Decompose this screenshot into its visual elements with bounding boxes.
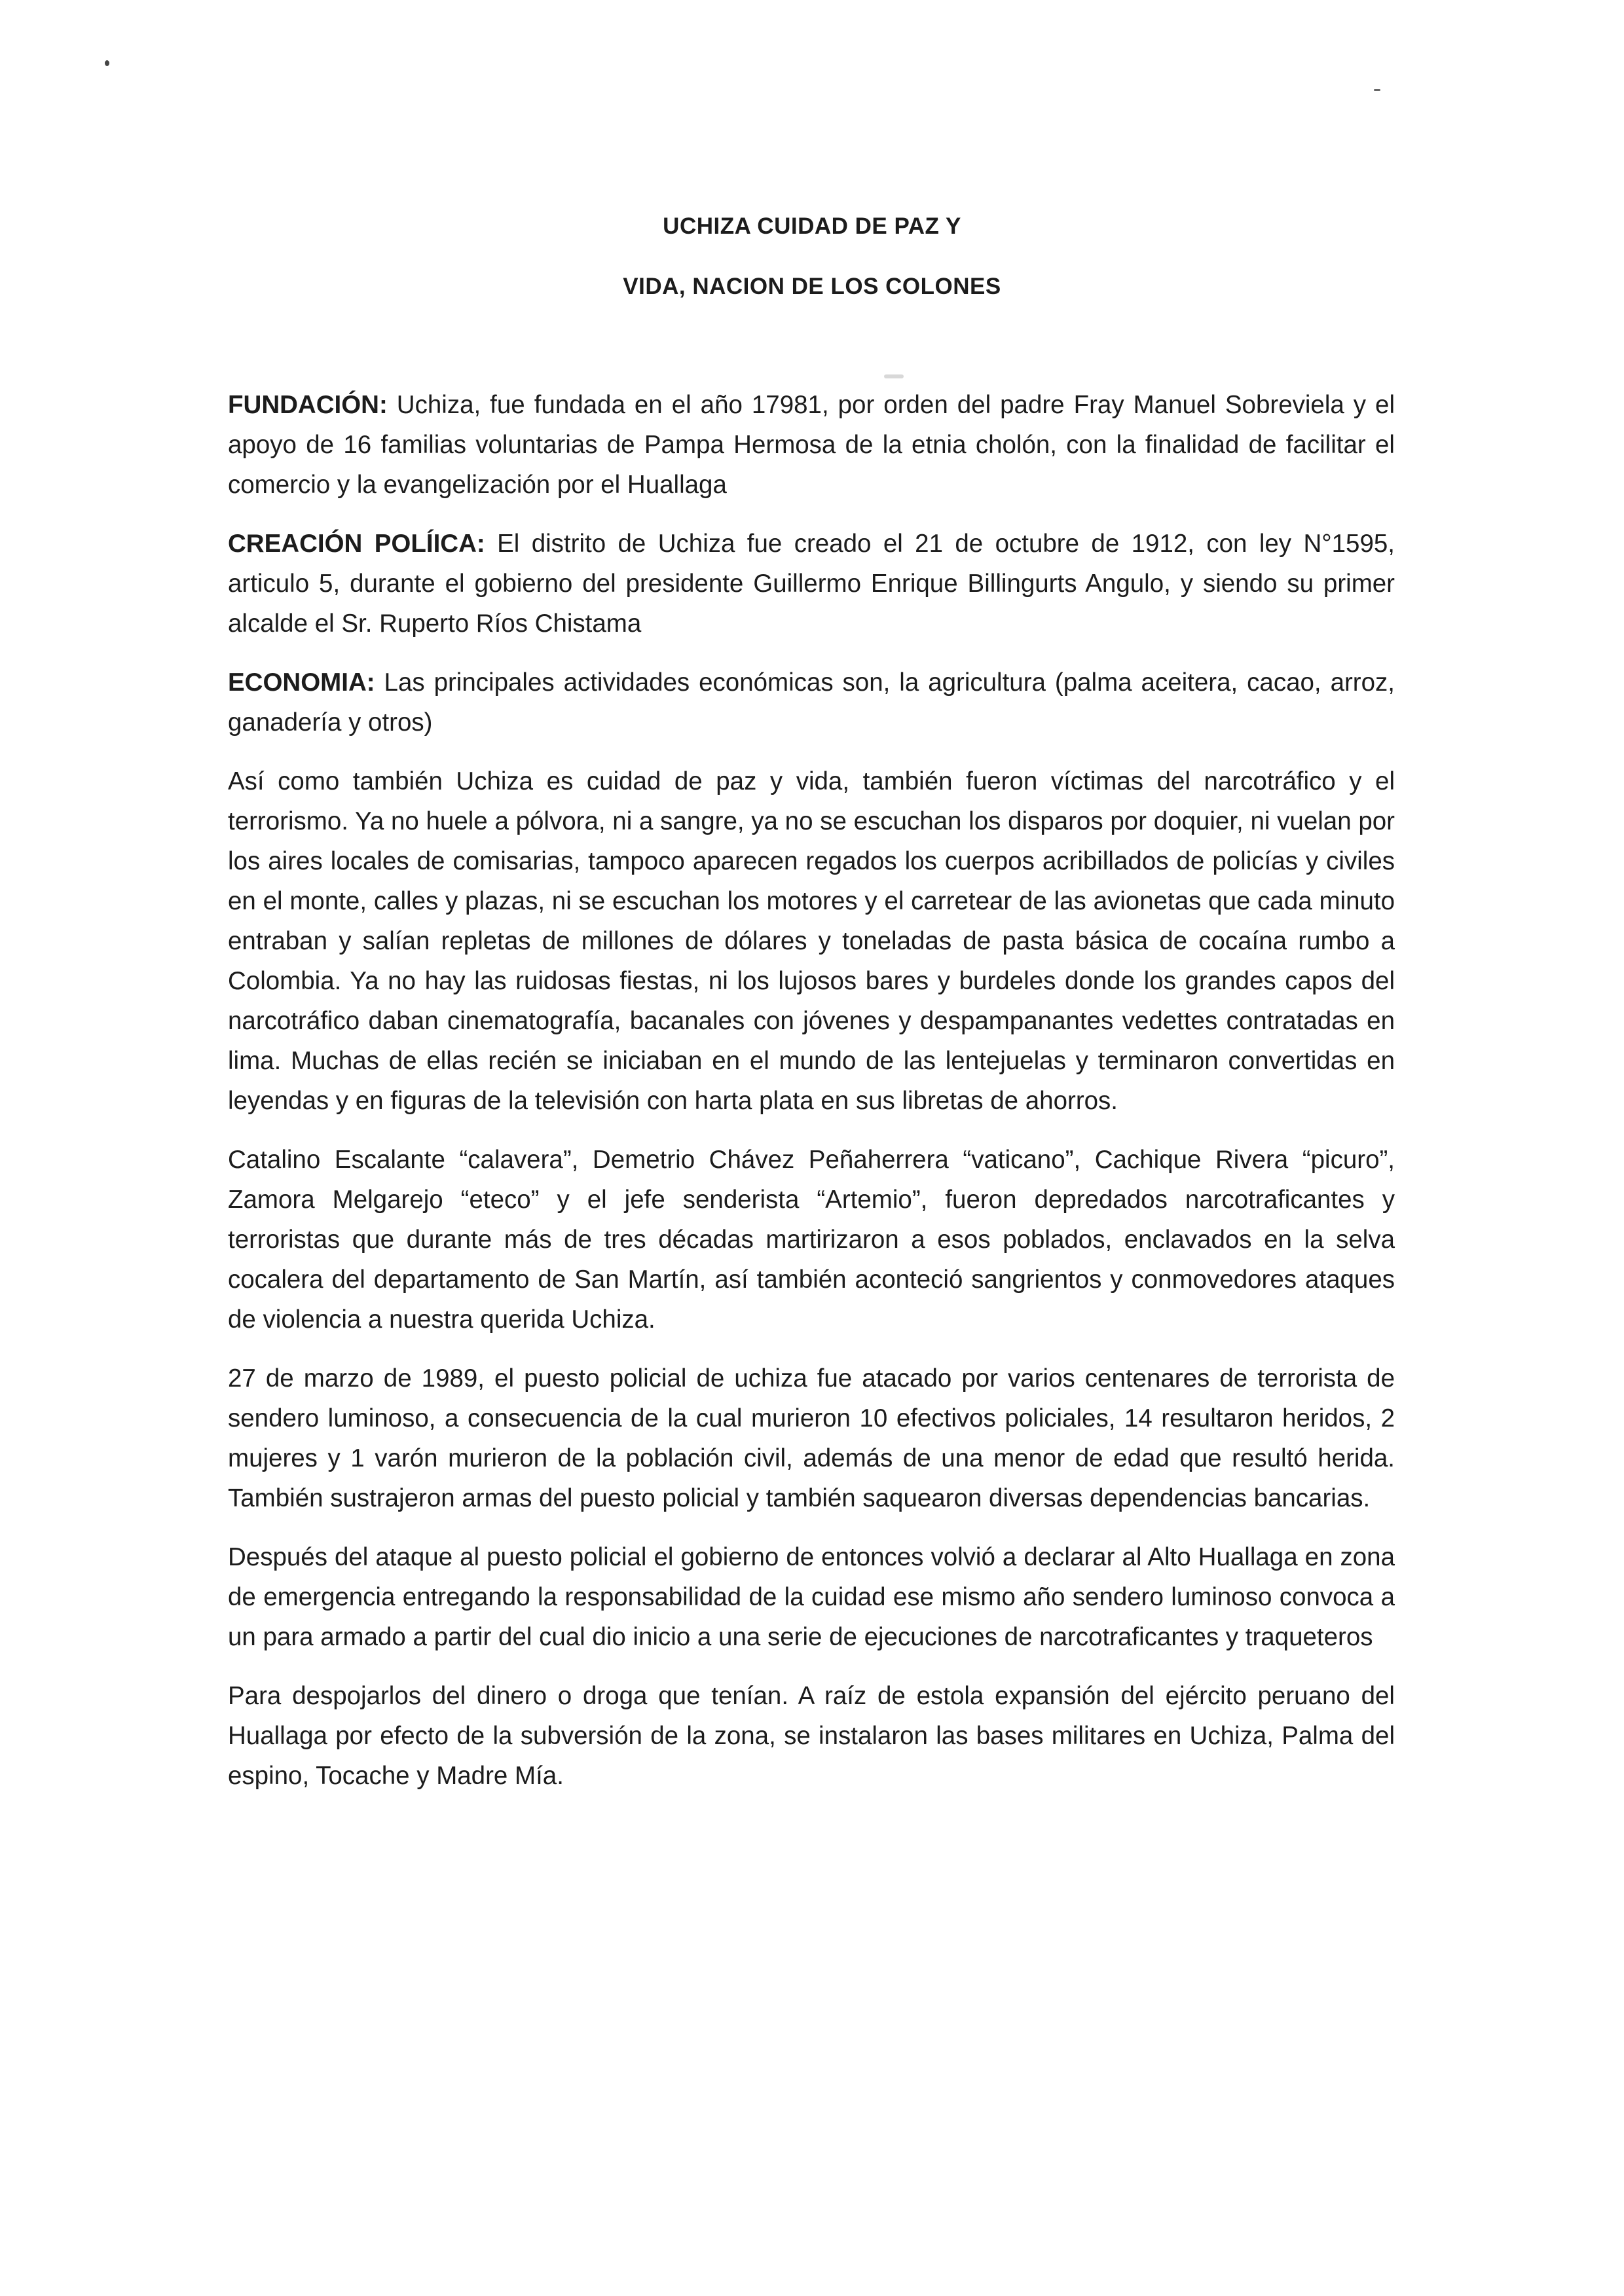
- scan-smudge: [884, 374, 904, 378]
- paragraph-heading: FUNDACIÓN:: [228, 391, 388, 419]
- paragraph-creacion-politica: [228, 524, 1395, 644]
- paragraph-heading: ECONOMIA:: [228, 668, 375, 697]
- paragraph-economia: [228, 663, 1395, 742]
- paragraph-text: El distrito de Uchiza fue creado el 21 de octubre de 1912, con ley N°1595, articulo 5, durante el gobierno del presidente Guillermo Enrique Billingurts Angulo, y siendo su primer alcalde el Sr. Ruperto Ríos Chistama: [228, 530, 1395, 638]
- document-title-line-2: VIDA, NACION DE LOS COLONES: [623, 274, 1001, 299]
- paragraph-fundacion: [228, 385, 1395, 505]
- paragraph-emergencia: [228, 1537, 1395, 1657]
- paragraph-heading: CREACIÓN POLÍICA:: [228, 530, 485, 558]
- paragraph-bases-militares: [228, 1676, 1395, 1796]
- paragraph-text: Las principales actividades económicas son, la agricultura (palma aceitera, cacao, arroz, ganadería y otros): [228, 668, 1395, 737]
- paragraph-narcotrafico: [228, 761, 1395, 1121]
- scan-speck: [105, 60, 109, 66]
- paragraph-text: Así como también Uchiza es cuidad de paz y vida, también fueron víctimas del narcotráfico y el terrorismo. Ya no huele a pólvora, ni a sangre, ya no se escuchan los disparos por doquier, ni vuelan por los aires locales de comisarias, tampoco aparecen regados los cuerpos acribillados de policías y civiles en el monte, calles y plazas, ni se escuchan los motores y el carretear de las avionetas que cada minuto entraban y salían repletas de millones de dólares y toneladas de pasta básica de cocaína rumbo a Colombia. Ya no hay las ruidosas fiestas, ni los lujosos bares y burdeles donde los grandes capos del narcotráfico daban cinematografía, bacanales con jóvenes y despampanantes vedettes contratadas en lima. Muchas de ellas recién se iniciaban en el mundo de las lentejuelas y terminaron convertidas en leyendas y en figuras de la televisión con harta plata en sus libretas de ahorros.: [228, 767, 1395, 1115]
- paragraph-text: Para despojarlos del dinero o droga que tenían. A raíz de estola expansión del ejército peruano del Huallaga por efecto de la subversión de la zona, se instalaron las bases militares en Uchiza, Palma del espino, Tocache y Madre Mía.: [228, 1682, 1395, 1790]
- paragraph-capos: [228, 1140, 1395, 1339]
- scan-mark: [1374, 89, 1380, 91]
- paragraph-ataque-1989: [228, 1358, 1395, 1518]
- document-title-line-1: UCHIZA CUIDAD DE PAZ Y: [663, 213, 961, 239]
- document-body: [228, 385, 1395, 1815]
- paragraph-text: Después del ataque al puesto policial el gobierno de entonces volvió a declarar al Alto Huallaga en zona de emergencia entregando la responsabilidad de la cuidad ese mismo año sendero luminoso convoca a un para armado a partir del cual dio inicio a una serie de ejecuciones de narcotraficantes y traqueteros: [228, 1543, 1395, 1651]
- paragraph-text: 27 de marzo de 1989, el puesto policial de uchiza fue atacado por varios centenares de terrorista de sendero luminoso, a consecuencia de la cual murieron 10 efectivos policiales, 14 resultaron heridos, 2 mujeres y 1 varón murieron de la población civil, además de una menor de edad que resultó herida. También sustrajeron armas del puesto policial y también saquearon diversas dependencias bancarias.: [228, 1364, 1395, 1512]
- paragraph-text: Uchiza, fue fundada en el año 17981, por orden del padre Fray Manuel Sobreviela y el apoyo de 16 familias voluntarias de Pampa Hermosa de la etnia cholón, con la finalidad de facilitar el comercio y la evangelización por el Huallaga: [228, 391, 1395, 499]
- paragraph-text: Catalino Escalante “calavera”, Demetrio Chávez Peñaherrera “vaticano”, Cachique Rivera “picuro”, Zamora Melgarejo “eteco” y el jefe senderista “Artemio”, fueron depredados narcotraficantes y terroristas que durante más de tres décadas martirizaron a esos poblados, enclavados en la selva cocalera del departamento de San Martín, así también aconteció sangrientos y conmovedores ataques de violencia a nuestra querida Uchiza.: [228, 1146, 1395, 1334]
